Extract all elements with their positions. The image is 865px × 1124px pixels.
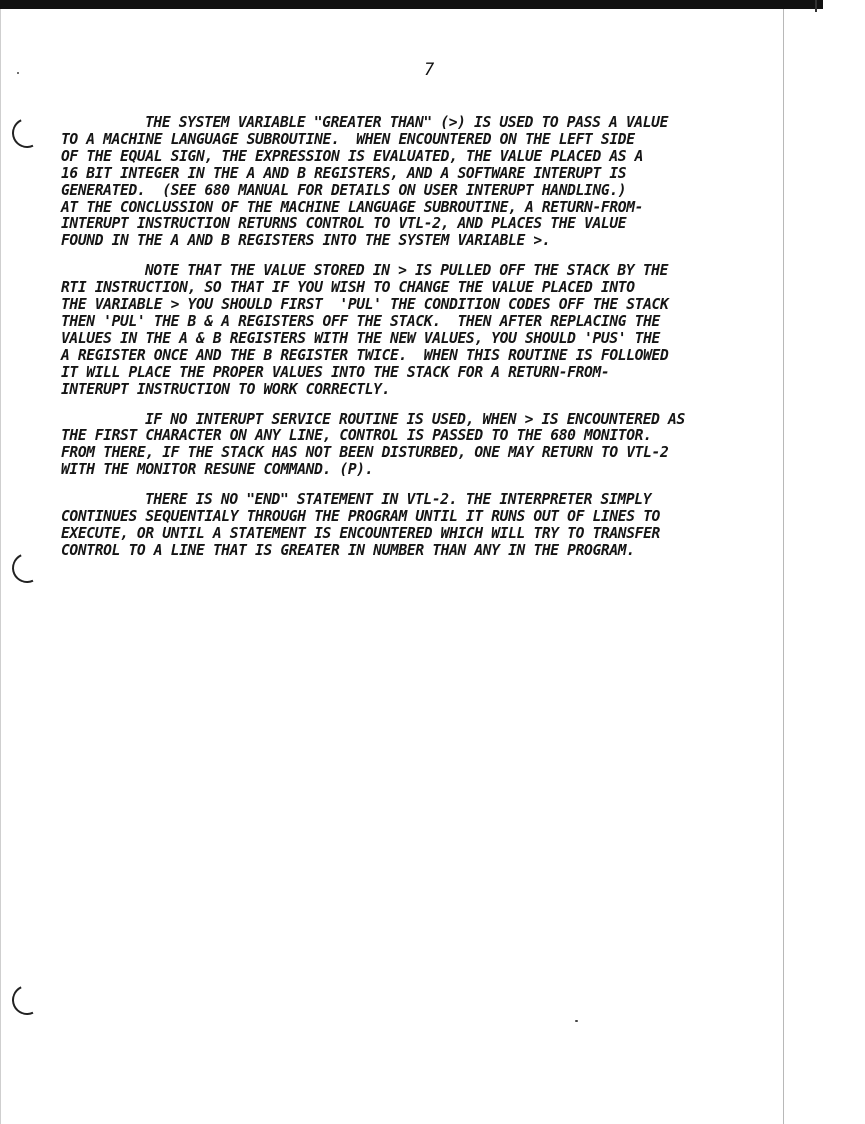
text-line: 16 BIT INTEGER IN THE A AND B REGISTERS, AND A SOFTWARE INTERUPT IS [61,164,627,182]
top-right-edge-mark [815,0,817,12]
top-border-rule [0,0,823,9]
paper-speck [17,72,19,74]
text-line: THERE IS NO "END" STATEMENT IN VTL-2. THE INTERPRETER SIMPLY [145,491,652,509]
text-line: EXECUTE, OR UNTIL A STATEMENT IS ENCOUNTERED WHICH WILL TRY TO TRANSFER [61,524,660,542]
punch-hole-middle [8,549,46,587]
text-line: THE SYSTEM VARIABLE "GREATER THAN" (>) IS USED TO PASS A VALUE [145,114,669,131]
text-line: NOTE THAT THE VALUE STORED IN > IS PULLED OFF THE STACK BY THE [145,262,669,280]
text-line: CONTROL TO A LINE THAT IS GREATER IN NUMBER THAN ANY IN THE PROGRAM. [61,541,635,559]
page-number: 7 [424,60,435,80]
text-line: A REGISTER ONCE AND THE B REGISTER TWICE. WHEN THIS ROUTINE IS FOLLOWED [61,346,669,364]
paragraph-no-end-statement [61,492,801,560]
text-line: THEN 'PUL' THE B & A REGISTERS OFF THE STACK. THEN AFTER REPLACING THE [61,312,660,330]
text-line: THE VARIABLE > YOU SHOULD FIRST 'PUL' THE CONDITION CODES OFF THE STACK [61,296,669,314]
paragraph-no-interrupt-routine [61,412,801,480]
text-line: TO A MACHINE LANGUAGE SUBROUTINE. WHEN ENCOUNTERED ON THE LEFT SIDE [61,130,635,148]
punch-hole-top [8,114,46,152]
text-line: RTI INSTRUCTION, SO THAT IF YOU WISH TO CHANGE THE VALUE PLACED INTO [61,279,635,297]
text-line: VALUES IN THE A & B REGISTERS WITH THE NEW VALUES, YOU SHOULD 'PUS' THE [61,329,660,347]
text-line: WITH THE MONITOR RESUNE COMMAND. (P). [61,461,374,479]
text-line: FROM THERE, IF THE STACK HAS NOT BEEN DISTURBED, ONE MAY RETURN TO VTL-2 [61,444,669,462]
text-line: THE FIRST CHARACTER ON ANY LINE, CONTROL IS PASSED TO THE 680 MONITOR. [61,427,652,445]
paragraph-greater-than-variable [61,115,801,250]
text-line: INTERUPT INSTRUCTION TO WORK CORRECTLY. [61,380,391,398]
paper-speck [575,1020,578,1022]
text-line: CONTINUES SEQUENTIALY THROUGH THE PROGRAM UNTIL IT RUNS OUT OF LINES TO [61,508,660,526]
text-line: IT WILL PLACE THE PROPER VALUES INTO THE STACK FOR A RETURN-FROM- [61,363,610,381]
text-line: FOUND IN THE A AND B REGISTERS INTO THE SYSTEM VARIABLE >. [61,232,551,250]
paragraph-stack-note [61,263,801,398]
text-line: AT THE CONCLUSSION OF THE MACHINE LANGUAGE SUBROUTINE, A RETURN-FROM- [61,198,644,216]
page-left-edge [0,0,1,1124]
text-line: INTERUPT INSTRUCTION RETURNS CONTROL TO VTL-2, AND PLACES THE VALUE [61,215,627,233]
text-line: IF NO INTERUPT SERVICE ROUTINE IS USED, WHEN > IS ENCOUNTERED AS [145,410,685,428]
text-line: OF THE EQUAL SIGN, THE EXPRESSION IS EVALUATED, THE VALUE PLACED AS A [61,147,644,165]
text-line: GENERATED. (SEE 680 MANUAL FOR DETAILS ON USER INTERUPT HANDLING.) [61,181,627,199]
document-body [61,115,801,573]
punch-hole-bottom [8,981,46,1019]
